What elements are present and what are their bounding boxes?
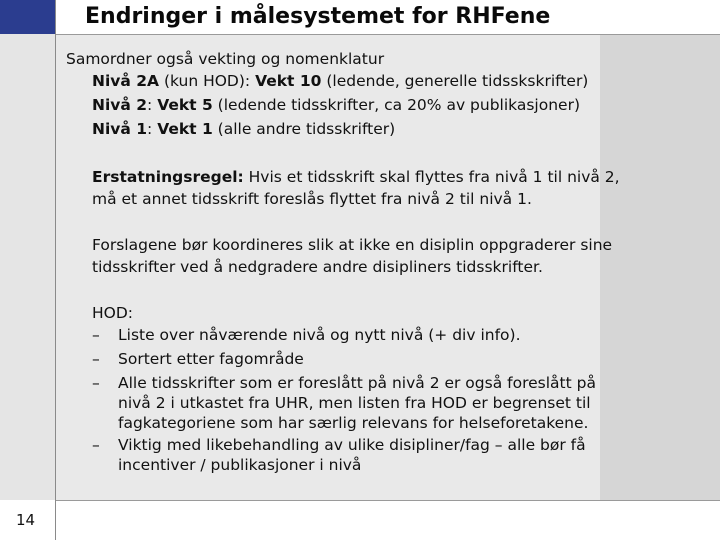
replacement-rule-line-2: må et annet tidsskrift foreslås flyttet fra nivå 2 til nivå 1. <box>92 190 532 208</box>
vertical-divider <box>55 0 56 540</box>
hod-heading: HOD: <box>92 304 134 322</box>
hod-item-line: nivå 2 i utkastet fra UHR, men listen fra HOD er begrenset til <box>118 394 591 412</box>
hod-item-line: incentiver / publikasjoner i nivå <box>118 456 362 474</box>
replacement-rule-line-1 <box>92 166 620 188</box>
level-label: Nivå 2A <box>92 72 160 90</box>
bullet-dash: – <box>92 374 100 392</box>
hod-item-line: Alle tidsskrifter som er foreslått på nivå 2 er også foreslått på <box>118 374 596 392</box>
bullet-dash: – <box>92 436 100 454</box>
level-desc: (ledende, generelle tidsskskrifter) <box>321 72 589 90</box>
coordination-line-2: tidsskrifter ved å nedgradere andre disipliners tidsskrifter. <box>92 258 543 276</box>
level-mid: : <box>147 120 158 138</box>
replacement-text: Hvis et tidsskrift skal flyttes fra nivå 1 til nivå 2, <box>243 168 620 186</box>
coordination-line-1: Forslagene bør koordineres slik at ikke en disiplin oppgraderer sine <box>92 236 613 254</box>
level-label: Nivå 2 <box>92 96 148 114</box>
right-panel <box>600 35 720 500</box>
hod-item-line: fagkategoriene som har særlig relevans for helseforetakene. <box>118 414 589 432</box>
level-mid: : <box>147 96 158 114</box>
level-desc: (ledende tidsskrifter, ca 20% av publikasjoner) <box>212 96 581 114</box>
replacement-label: Erstatningsregel: <box>92 168 244 186</box>
page-number: 14 <box>16 511 36 529</box>
level-label: Nivå 1 <box>92 120 148 138</box>
bullet-dash: – <box>92 350 100 368</box>
level-2a-line <box>92 70 588 92</box>
level-desc: (alle andre tidsskrifter) <box>212 120 396 138</box>
hod-item-line: Sortert etter fagområde <box>118 350 304 368</box>
level-2-line <box>92 94 580 116</box>
intro-line: Samordner også vekting og nomenklatur <box>66 50 385 68</box>
hod-item-line: Viktig med likebehandling av ulike disipliner/fag – alle bør få <box>118 436 586 454</box>
level-weight: Vekt 5 <box>157 96 213 114</box>
slide-title: Endringer i målesystemet for RHFene <box>85 4 551 29</box>
level-weight: Vekt 10 <box>255 72 322 90</box>
left-margin-bar <box>0 34 55 500</box>
footer-band <box>0 500 720 541</box>
level-1-line <box>92 118 395 140</box>
accent-tab <box>0 0 55 34</box>
level-mid: (kun HOD): <box>159 72 256 90</box>
level-weight: Vekt 1 <box>157 120 213 138</box>
hod-item-line: Liste over nåværende nivå og nytt nivå (+ div info). <box>118 326 521 344</box>
bullet-dash: – <box>92 326 100 344</box>
